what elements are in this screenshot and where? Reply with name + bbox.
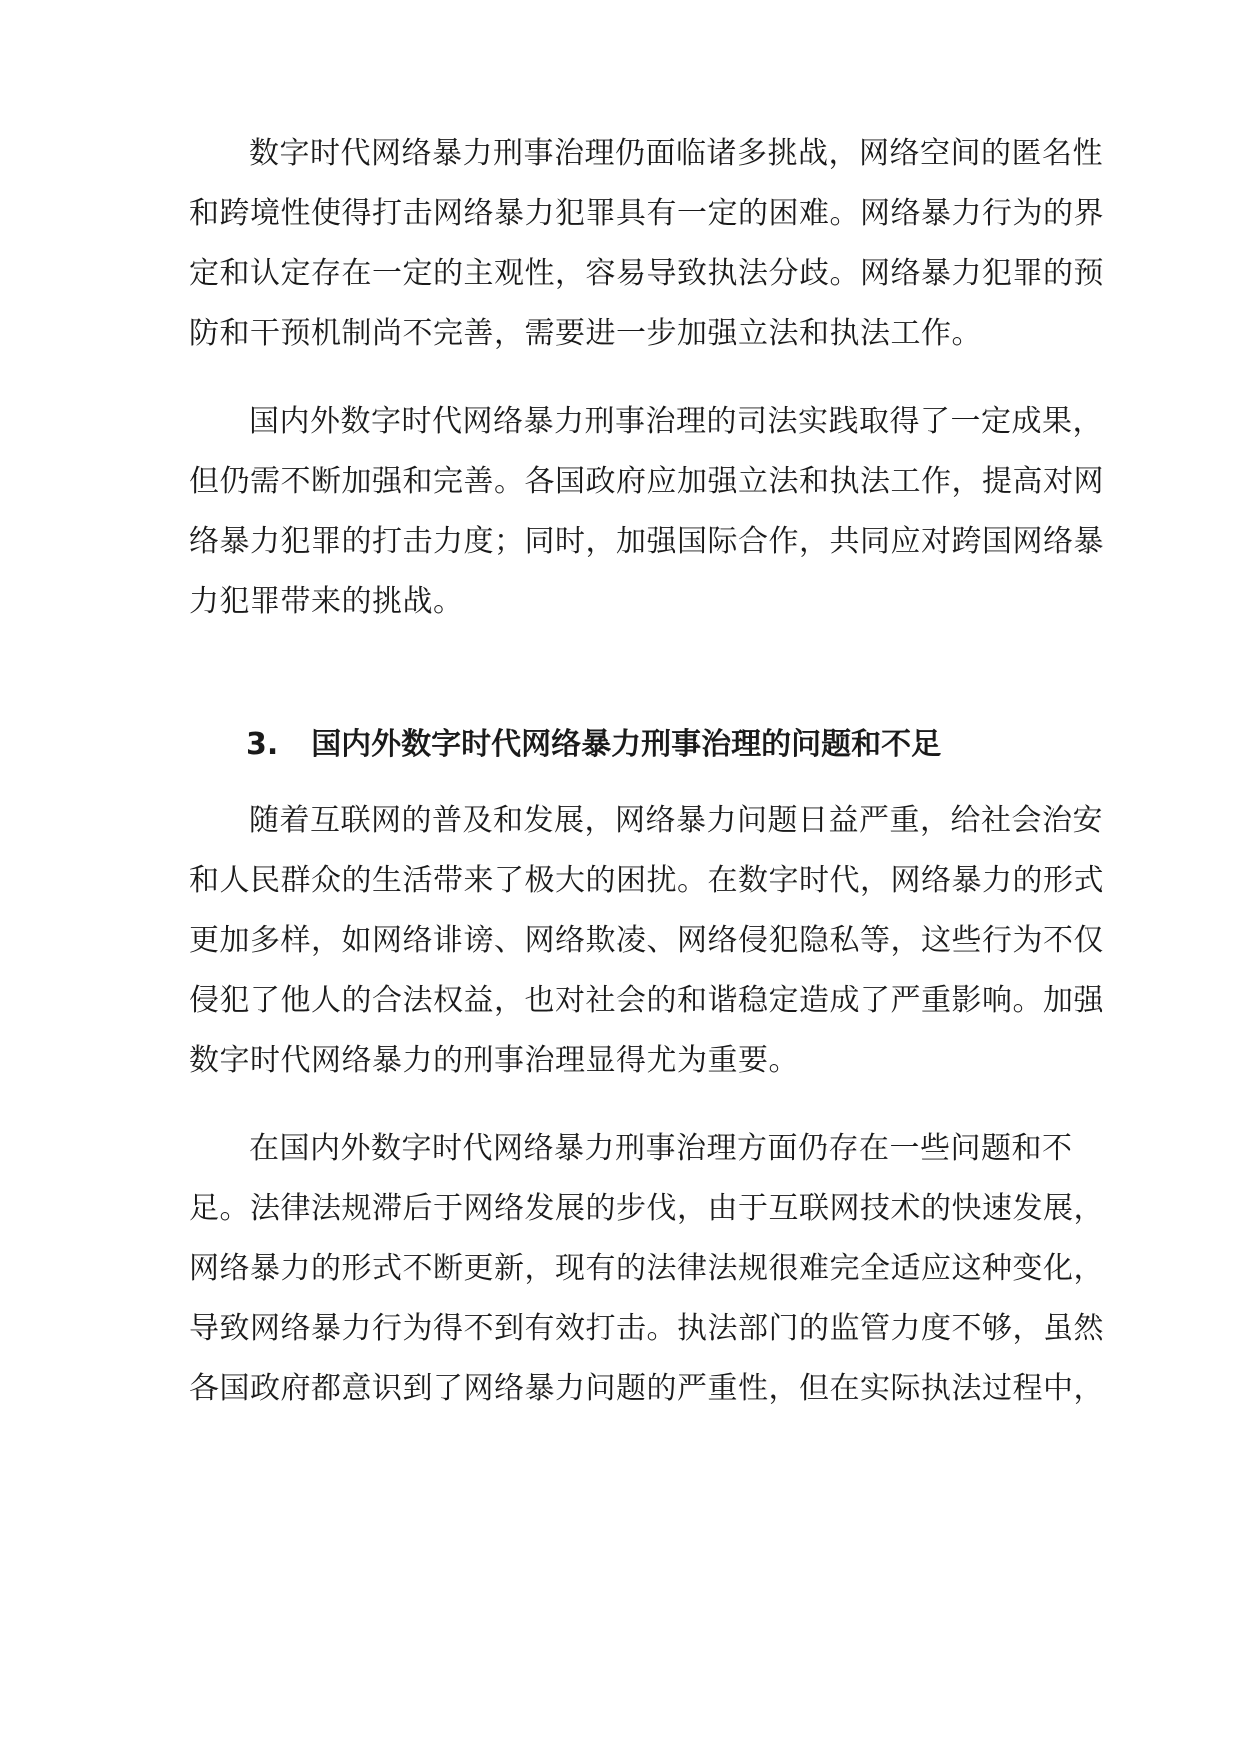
paragraph-line: 足。法律法规滞后于网络发展的步伐，由于互联网技术的快速发展， <box>189 1191 1104 1226</box>
paragraph-line: 但仍需不断加强和完善。各国政府应加强立法和执法工作，提高对网 <box>189 464 1104 499</box>
section-number: 3. <box>246 727 279 762</box>
section-title: 国内外数字时代网络暴力刑事治理的问题和不足 <box>311 727 942 762</box>
paragraph-line: 侵犯了他人的合法权益，也对社会的和谐稳定造成了严重影响。加强 <box>189 983 1104 1018</box>
paragraph-line: 力犯罪带来的挑战。 <box>189 584 464 619</box>
paragraph-line: 数字时代网络暴力的刑事治理显得尤为重要。 <box>189 1043 799 1078</box>
paragraph-line: 和人民群众的生活带来了极大的困扰。在数字时代，网络暴力的形式 <box>189 863 1104 898</box>
paragraph-line: 和跨境性使得打击网络暴力犯罪具有一定的困难。网络暴力行为的界 <box>189 196 1104 231</box>
paragraph-line: 防和干预机制尚不完善，需要进一步加强立法和执法工作。 <box>189 316 982 351</box>
paragraph-line: 导致网络暴力行为得不到有效打击。执法部门的监管力度不够，虽然 <box>189 1311 1104 1346</box>
paragraph-line: 络暴力犯罪的打击力度；同时，加强国际合作，共同应对跨国网络暴 <box>189 524 1104 559</box>
paragraph-line: 网络暴力的形式不断更新，现有的法律法规很难完全适应这种变化， <box>189 1251 1104 1286</box>
paragraph-line: 数字时代网络暴力刑事治理仍面临诸多挑战，网络空间的匿名性 <box>249 136 1103 171</box>
section-heading <box>246 715 941 775</box>
paragraph-line: 在国内外数字时代网络暴力刑事治理方面仍存在一些问题和不 <box>249 1131 1073 1166</box>
paragraph-line: 更加多样，如网络诽谤、网络欺凌、网络侵犯隐私等，这些行为不仅 <box>189 923 1104 958</box>
paragraph-line: 随着互联网的普及和发展，网络暴力问题日益严重，给社会治安 <box>249 803 1103 838</box>
paragraph-line: 定和认定存在一定的主观性，容易导致执法分歧。网络暴力犯罪的预 <box>189 256 1104 291</box>
paragraph-line: 各国政府都意识到了网络暴力问题的严重性，但在实际执法过程中， <box>189 1371 1104 1406</box>
paragraph-line: 国内外数字时代网络暴力刑事治理的司法实践取得了一定成果， <box>249 404 1103 439</box>
